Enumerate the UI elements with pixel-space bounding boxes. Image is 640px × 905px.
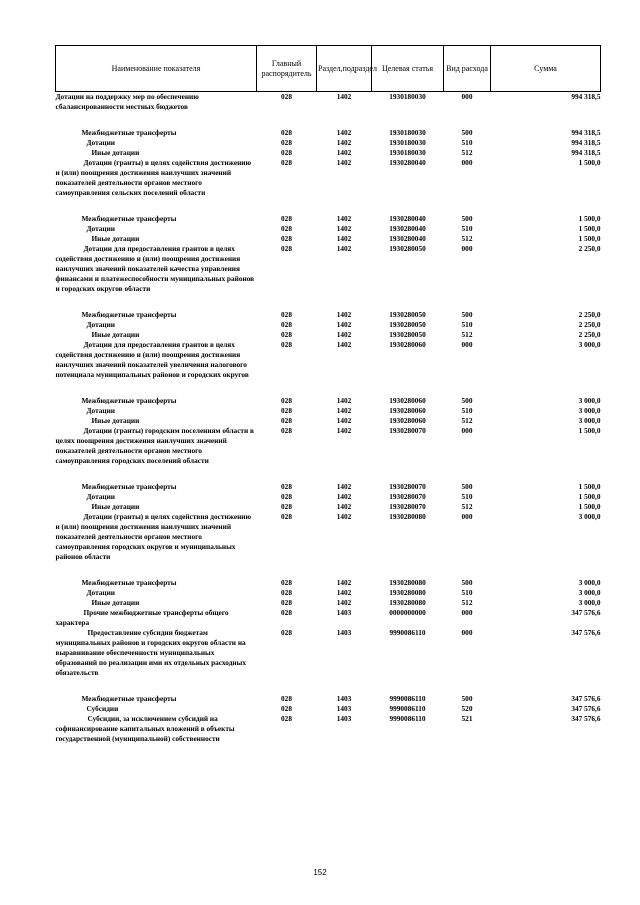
row-name: Иные дотации — [91, 148, 140, 157]
row-section: 1403 — [336, 608, 352, 617]
row-type: 500 — [461, 310, 473, 319]
row-sum: 2 250,0 — [578, 320, 601, 329]
row-target: 1930280060 — [389, 340, 426, 349]
row-target: 9990086110 — [389, 714, 426, 723]
row-admin: 028 — [281, 330, 292, 339]
row-sum: 994 318,5 — [571, 138, 601, 147]
row-sum: 1 500,0 — [578, 482, 601, 491]
row-section: 1402 — [336, 158, 352, 167]
row-sum: 347 576,6 — [571, 714, 601, 723]
row-sum: 1 500,0 — [578, 224, 601, 233]
table-row — [56, 512, 601, 578]
header-section: Раздел,подраздел — [317, 46, 372, 92]
row-type: 000 — [461, 608, 473, 617]
table-row — [56, 704, 601, 714]
row-type: 500 — [461, 694, 473, 703]
row-section: 1402 — [336, 396, 352, 405]
row-section: 1402 — [336, 310, 352, 319]
row-section: 1403 — [336, 714, 352, 723]
row-target: 1930280070 — [389, 482, 426, 491]
row-section: 1402 — [336, 426, 352, 435]
row-name: Иные дотации — [91, 416, 140, 425]
row-target: 1930280050 — [389, 310, 426, 319]
row-target: 1930280040 — [389, 224, 426, 233]
document-page — [55, 45, 600, 744]
row-admin: 028 — [281, 588, 292, 597]
row-admin: 028 — [281, 310, 292, 319]
row-type: 000 — [461, 340, 473, 349]
row-name: Иные дотации — [91, 598, 140, 607]
table-row — [56, 330, 601, 340]
row-target: 1930280050 — [389, 244, 426, 253]
table-row — [56, 148, 601, 158]
row-section: 1402 — [336, 406, 352, 415]
row-section: 1402 — [336, 492, 352, 501]
row-name: Иные дотации — [91, 234, 140, 243]
row-target: 1930180030 — [389, 128, 426, 137]
row-name: Дотации для предоставления грантов в целях содействия достижению и (или) поощрения достижения наилучших значений показателей качества управления финансами и платежеспособности муниципальных районов и городских округов области — [55, 244, 255, 293]
row-name: Дотации — [86, 588, 116, 597]
row-name: Иные дотации — [91, 502, 140, 511]
table-row — [56, 310, 601, 320]
row-admin: 028 — [281, 244, 292, 253]
row-admin: 028 — [281, 416, 292, 425]
row-section: 1402 — [336, 128, 352, 137]
row-type: 000 — [461, 628, 473, 637]
row-name: Дотации — [86, 492, 116, 501]
row-target: 1930280070 — [389, 492, 426, 501]
row-target: 1930180030 — [389, 138, 426, 147]
row-section: 1402 — [336, 482, 352, 491]
row-type: 512 — [461, 148, 473, 157]
header-sum: Сумма — [491, 46, 601, 92]
row-type: 520 — [461, 704, 473, 713]
table-row — [56, 214, 601, 224]
row-type: 000 — [461, 426, 473, 435]
table-row — [56, 578, 601, 588]
table-row — [56, 628, 601, 694]
row-name: Межбюджетные трансферты — [81, 214, 177, 223]
row-name: Дотации для предоставления грантов в целях содействия достижению и (или) поощрения достижения наилучших значений показателей увеличения налогового потенциала муниципальных районов и городских округов — [55, 340, 249, 379]
table-header-row — [56, 46, 601, 92]
row-admin: 028 — [281, 148, 292, 157]
row-name: Дотации — [86, 406, 116, 415]
row-sum: 3 000,0 — [578, 406, 601, 415]
table-row — [56, 406, 601, 416]
row-name: Дотации на поддержку мер по обеспечению сбалансированности местных бюджетов — [55, 92, 199, 111]
row-name: Межбюджетные трансферты — [81, 578, 177, 587]
row-sum: 347 576,6 — [571, 628, 601, 637]
row-section: 1402 — [336, 598, 352, 607]
row-type: 510 — [461, 406, 473, 415]
row-section: 1403 — [336, 694, 352, 703]
row-admin: 028 — [281, 406, 292, 415]
row-sum: 3 000,0 — [578, 598, 601, 607]
row-admin: 028 — [281, 138, 292, 147]
row-name: Межбюджетные трансферты — [81, 694, 177, 703]
table-row — [56, 128, 601, 138]
row-admin: 028 — [281, 694, 292, 703]
row-sum: 3 000,0 — [578, 396, 601, 405]
row-target: 0000000000 — [389, 608, 426, 617]
row-admin: 028 — [281, 512, 292, 521]
row-admin: 028 — [281, 340, 292, 349]
row-name: Дотации — [86, 224, 116, 233]
row-name: Дотации (гранты) в целях содействия достижению и (или) поощрения достижения наилучших значений показателей деятельности органов местного самоуправления сельских поселений области — [55, 158, 252, 197]
row-sum: 994 318,5 — [571, 128, 601, 137]
header-type: Вид расхода — [444, 46, 491, 92]
row-sum: 1 500,0 — [578, 158, 601, 167]
row-section: 1402 — [336, 92, 352, 101]
table-row — [56, 320, 601, 330]
row-admin: 028 — [281, 608, 292, 617]
table-row — [56, 396, 601, 406]
row-target: 1930280070 — [389, 426, 426, 435]
table-row — [56, 588, 601, 598]
row-type: 500 — [461, 578, 473, 587]
row-sum: 1 500,0 — [578, 426, 601, 435]
row-section: 1403 — [336, 704, 352, 713]
table-row — [56, 224, 601, 234]
row-target: 1930280050 — [389, 320, 426, 329]
row-type: 512 — [461, 330, 473, 339]
row-name: Дотации (гранты) городским поселениям области в целях поощрения достижения наилучших значений показателей деятельности органов местного самоуправления городских поселений области — [55, 426, 254, 465]
row-admin: 028 — [281, 234, 292, 243]
page-number: 152 — [313, 868, 327, 877]
header-admin: Главный распорядитель — [257, 46, 317, 92]
row-type: 500 — [461, 396, 473, 405]
row-target: 1930280080 — [389, 598, 426, 607]
table-row — [56, 482, 601, 492]
row-name: Предоставление субсидии бюджетам муниципальных районов и городских округов области на выравнивание обеспеченности муниципальных образований по реализации ими их отдельных расходных обязательств — [55, 628, 246, 677]
row-type: 510 — [461, 224, 473, 233]
row-section: 1402 — [336, 234, 352, 243]
row-type: 500 — [461, 482, 473, 491]
table-row — [56, 502, 601, 512]
row-type: 521 — [461, 714, 473, 723]
row-section: 1402 — [336, 244, 352, 253]
header-target: Целевая статья — [372, 46, 444, 92]
row-target: 1930280060 — [389, 396, 426, 405]
row-name: Межбюджетные трансферты — [81, 128, 177, 137]
row-name: Субсидии, за исключением субсидий на софинансирование капитальных вложений в объекты государственной (муниципальной) собственности — [55, 714, 235, 743]
row-target: 1930280060 — [389, 416, 426, 425]
row-target: 1930280040 — [389, 234, 426, 243]
row-sum: 3 000,0 — [578, 588, 601, 597]
table-row — [56, 694, 601, 704]
row-sum: 3 000,0 — [578, 416, 601, 425]
row-section: 1402 — [336, 148, 352, 157]
row-admin: 028 — [281, 426, 292, 435]
table-row — [56, 244, 601, 310]
row-admin: 028 — [281, 214, 292, 223]
row-name: Межбюджетные трансферты — [81, 396, 177, 405]
row-section: 1403 — [336, 628, 352, 637]
row-sum: 994 318,5 — [571, 148, 601, 157]
row-admin: 028 — [281, 714, 292, 723]
table-row — [56, 92, 601, 129]
row-section: 1402 — [336, 214, 352, 223]
row-sum: 1 500,0 — [578, 234, 601, 243]
row-sum: 2 250,0 — [578, 330, 601, 339]
row-name: Дотации — [86, 138, 116, 147]
row-admin: 028 — [281, 92, 292, 101]
row-target: 1930280080 — [389, 512, 426, 521]
table-row — [56, 492, 601, 502]
row-sum: 347 576,6 — [571, 694, 601, 703]
row-sum: 1 500,0 — [578, 214, 601, 223]
row-target: 1930280080 — [389, 588, 426, 597]
row-name: Иные дотации — [91, 330, 140, 339]
row-name: Дотации (гранты) в целях содействия достижению и (или) поощрения достижения наилучших значений показателей деятельности органов местного самоуправления городских округов и муниципальных районов области — [55, 512, 252, 561]
row-section: 1402 — [336, 416, 352, 425]
table-row — [56, 158, 601, 214]
row-admin: 028 — [281, 598, 292, 607]
row-sum: 3 000,0 — [578, 512, 601, 521]
row-type: 512 — [461, 502, 473, 511]
row-admin: 028 — [281, 628, 292, 637]
row-target: 1930280070 — [389, 502, 426, 511]
table-row — [56, 608, 601, 628]
table-row — [56, 714, 601, 744]
row-sum: 1 500,0 — [578, 492, 601, 501]
row-name: Дотации — [86, 320, 116, 329]
row-type: 512 — [461, 234, 473, 243]
row-section: 1402 — [336, 578, 352, 587]
table-row — [56, 598, 601, 608]
row-admin: 028 — [281, 578, 292, 587]
row-sum: 3 000,0 — [578, 340, 601, 349]
row-name: Субсидии — [86, 704, 119, 713]
row-admin: 028 — [281, 320, 292, 329]
budget-table — [55, 45, 601, 744]
row-type: 000 — [461, 244, 473, 253]
row-type: 500 — [461, 214, 473, 223]
header-name: Наименование показателя — [56, 46, 257, 92]
row-admin: 028 — [281, 224, 292, 233]
row-sum: 3 000,0 — [578, 578, 601, 587]
row-admin: 028 — [281, 158, 292, 167]
row-type: 510 — [461, 138, 473, 147]
row-type: 510 — [461, 588, 473, 597]
row-type: 510 — [461, 320, 473, 329]
row-target: 9990086110 — [389, 628, 426, 637]
row-section: 1402 — [336, 224, 352, 233]
row-admin: 028 — [281, 704, 292, 713]
row-admin: 028 — [281, 396, 292, 405]
row-target: 1930280040 — [389, 158, 426, 167]
table-body — [56, 92, 601, 745]
row-target: 1930280050 — [389, 330, 426, 339]
row-name: Межбюджетные трансферты — [81, 310, 177, 319]
row-type: 510 — [461, 492, 473, 501]
row-type: 512 — [461, 598, 473, 607]
table-row — [56, 416, 601, 426]
row-section: 1402 — [336, 512, 352, 521]
row-target: 1930280060 — [389, 406, 426, 415]
row-name: Межбюджетные трансферты — [81, 482, 177, 491]
row-section: 1402 — [336, 138, 352, 147]
row-target: 1930180030 — [389, 148, 426, 157]
row-sum: 2 250,0 — [578, 244, 601, 253]
table-row — [56, 426, 601, 482]
row-section: 1402 — [336, 588, 352, 597]
row-sum: 347 576,6 — [571, 704, 601, 713]
row-target: 1930280040 — [389, 214, 426, 223]
row-section: 1402 — [336, 502, 352, 511]
row-admin: 028 — [281, 492, 292, 501]
row-target: 1930180030 — [389, 92, 426, 101]
row-sum: 994 318,5 — [571, 92, 601, 101]
row-type: 000 — [461, 512, 473, 521]
row-admin: 028 — [281, 482, 292, 491]
row-admin: 028 — [281, 502, 292, 511]
row-type: 000 — [461, 158, 473, 167]
row-target: 9990086110 — [389, 694, 426, 703]
row-section: 1402 — [336, 330, 352, 339]
table-row — [56, 138, 601, 148]
row-target: 9990086110 — [389, 704, 426, 713]
row-section: 1402 — [336, 320, 352, 329]
row-type: 000 — [461, 92, 473, 101]
table-row — [56, 234, 601, 244]
row-type: 512 — [461, 416, 473, 425]
row-admin: 028 — [281, 128, 292, 137]
row-type: 500 — [461, 128, 473, 137]
row-section: 1402 — [336, 340, 352, 349]
row-sum: 347 576,6 — [571, 608, 601, 617]
table-row — [56, 340, 601, 396]
row-sum: 1 500,0 — [578, 502, 601, 511]
row-target: 1930280080 — [389, 578, 426, 587]
row-sum: 2 250,0 — [578, 310, 601, 319]
row-name: Прочие межбюджетные трансферты общего характера — [55, 608, 229, 627]
